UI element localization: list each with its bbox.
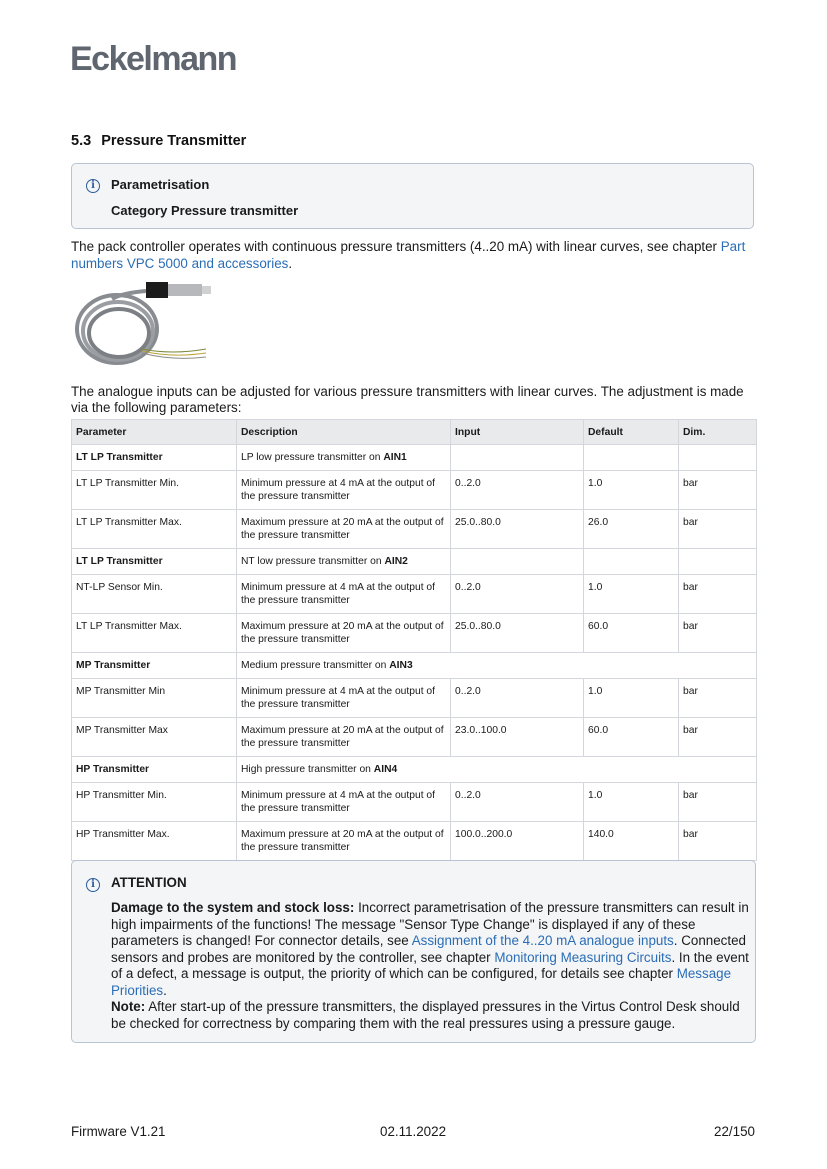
group-input-channel: AIN2 [384,556,408,567]
attention-text: . [163,982,167,998]
param-dim: bar [679,510,757,549]
attention-box [71,860,756,1043]
attention-text: . In the event of a defect, a message is output, the priority of which can be configured, for details see chapter [111,949,749,981]
param-input-range: 25.0..80.0 [451,614,584,653]
param-name: LT LP Transmitter Min. [72,471,237,510]
param-dim: bar [679,783,757,822]
param-description: Minimum pressure at 4 mA at the output of the pressure transmitter [237,575,451,614]
footer-page-number: 22/150 [714,1124,755,1139]
header-description: Description [237,420,451,445]
group-name: MP Transmitter [72,653,237,679]
table-row [72,679,757,718]
group-description-text: High pressure transmitter on [241,764,374,775]
section-title: Pressure Transmitter [101,133,247,149]
empty-cell [451,445,584,471]
empty-cell [584,549,679,575]
info-icon: i [86,179,100,193]
footer-date: 02.11.2022 [380,1124,447,1139]
message-priorities-link[interactable]: Message Priorities [111,966,732,998]
intro-text: The pack controller operates with continuous pressure transmitters (4..20 mA) with linear curves, see chapter [71,239,721,254]
group-input-channel: AIN4 [373,764,398,775]
param-dim: bar [679,575,757,614]
empty-cell [679,445,757,471]
param-default: 26.0 [584,510,679,549]
attention-body [111,900,751,1032]
param-dim: bar [679,822,757,861]
param-input-range: 0..2.0 [451,783,584,822]
table-row [72,510,757,549]
param-input-range: 23.0..100.0 [451,718,584,757]
param-default: 140.0 [584,822,679,861]
section-number: 5.3 [71,133,92,149]
group-description-text: NT low pressure transmitter on [241,556,385,567]
table-header-row [72,420,757,445]
param-input-range: 25.0..80.0 [451,510,584,549]
parametrisation-info-box [71,163,754,229]
param-description: Maximum pressure at 20 mA at the output of the pressure transmitter [237,510,451,549]
table-group-row [72,653,757,679]
param-dim: bar [679,718,757,757]
table-group-row [72,549,757,575]
header-input: Input [451,420,584,445]
table-row [72,614,757,653]
param-description: Maximum pressure at 20 mA at the output of the pressure transmitter [237,822,451,861]
param-description: Minimum pressure at 4 mA at the output of the pressure transmitter [237,471,451,510]
attention-text: Incorrect parametrisation of the pressure transmitters can result in high impairments of the functions! The message "Sensor Type Change" is displayed if any of these parameters is changed! For connector details, see [111,900,749,948]
param-input-range: 0..2.0 [451,471,584,510]
param-description: Maximum pressure at 20 mA at the output of the pressure transmitter [237,718,451,757]
info-box-title: Parametrisation [111,177,210,192]
info-icon: i [86,878,100,892]
attention-text: . Connected sensors and probes are monitored by the controller, see chapter [111,933,746,965]
table-group-row [72,757,757,783]
header-dim: Dim. [679,420,757,445]
empty-cell [451,549,584,575]
pressure-transmitter-image [72,277,212,372]
empty-cell [679,549,757,575]
param-name: HP Transmitter Min. [72,783,237,822]
header-default: Default [584,420,679,445]
empty-cell [584,445,679,471]
param-dim: bar [679,614,757,653]
group-description [237,549,451,575]
param-description: Minimum pressure at 4 mA at the output of the pressure transmitter [237,783,451,822]
info-box-category: Category Pressure transmitter [111,203,299,218]
param-name: NT-LP Sensor Min. [72,575,237,614]
param-default: 1.0 [584,575,679,614]
param-description: Maximum pressure at 20 mA at the output of the pressure transmitter [237,614,451,653]
group-description-text: Medium pressure transmitter on [241,660,390,671]
group-name: LT LP Transmitter [72,549,237,575]
group-name: HP Transmitter [72,757,237,783]
attention-title: ATTENTION [111,875,187,890]
monitoring-circuits-link[interactable]: Monitoring Measuring Circuits [494,949,672,965]
param-input-range: 0..2.0 [451,679,584,718]
company-logo: Eckelmann [70,40,237,78]
table-row [72,575,757,614]
param-default: 60.0 [584,614,679,653]
param-name: MP Transmitter Min [72,679,237,718]
intro-paragraph [71,239,761,272]
intro-end: . [288,255,293,271]
part-numbers-link[interactable]: Part numbers VPC 5000 and accessories [71,239,746,271]
adjustment-paragraph: The analogue inputs can be adjusted for various pressure transmitters with linear curves. The adjustment is made via the following parameters: [71,384,744,415]
group-description-text: LP low pressure transmitter on [241,452,384,463]
group-input-channel: AIN3 [389,660,413,671]
param-input-range: 0..2.0 [451,575,584,614]
table-row [72,783,757,822]
param-default: 1.0 [584,471,679,510]
param-dim: bar [679,679,757,718]
param-default: 1.0 [584,679,679,718]
param-name: LT LP Transmitter Max. [72,510,237,549]
table-row [72,822,757,861]
table-row [72,471,757,510]
param-name: MP Transmitter Max [72,718,237,757]
parameters-table [71,419,757,861]
note-label: Note: [111,999,146,1014]
group-name: LT LP Transmitter [72,445,237,471]
group-description [237,445,451,471]
param-dim: bar [679,471,757,510]
section-heading [71,133,246,149]
param-input-range: 100.0..200.0 [451,822,584,861]
header-parameter: Parameter [72,420,237,445]
footer-firmware: Firmware V1.21 [71,1124,166,1139]
param-default: 60.0 [584,718,679,757]
group-description [237,653,757,679]
analogue-inputs-link[interactable]: Assignment of the 4..20 mA analogue inputs [411,933,674,948]
table-group-row [72,445,757,471]
param-default: 1.0 [584,783,679,822]
group-input-channel: AIN1 [383,452,407,463]
table-row [72,718,757,757]
param-name: LT LP Transmitter Max. [72,614,237,653]
param-name: HP Transmitter Max. [72,822,237,861]
param-description: Minimum pressure at 4 mA at the output of the pressure transmitter [237,679,451,718]
note-text: After start-up of the pressure transmitters, the displayed pressures in the Virtus Control Desk should be checked for correctness by comparing them with the real pressures using a pressure gauge. [111,999,740,1031]
group-description [237,757,757,783]
attention-lead: Damage to the system and stock loss: [111,900,355,915]
